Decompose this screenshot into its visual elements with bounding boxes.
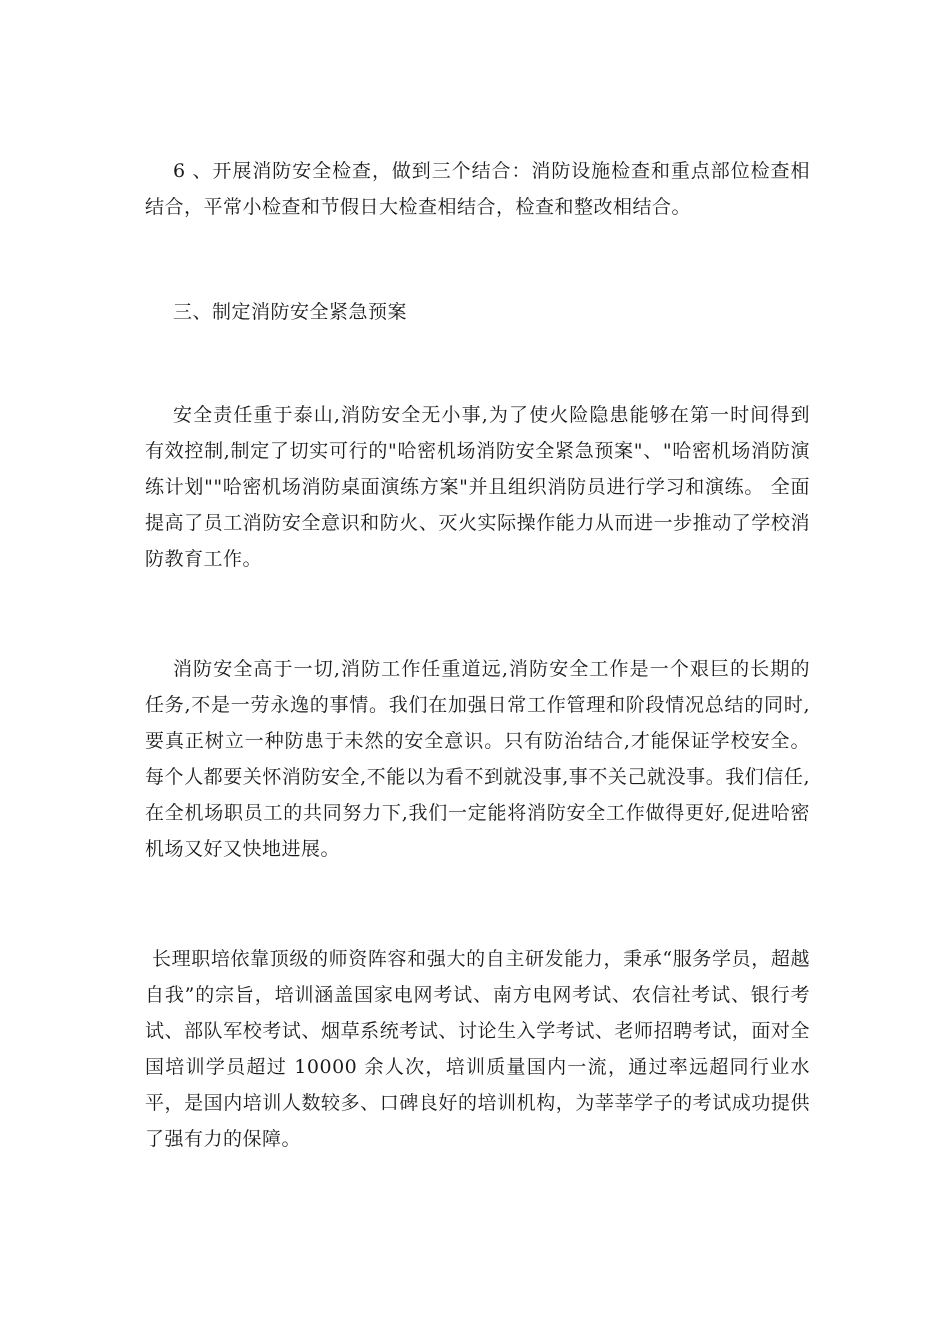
paragraph-emergency-plan: 安全责任重于泰山,消防安全无小事,为了使火险隐患能够在第一时间得到有效控制,制定了切实可行的"哈密机场消防安全紧急预案"、"哈密机场消防演练计划""哈密机场消防桌面演练方案"并且组织消防员进行学习和演练。 全面提高了员工消防安全意识和防火、灭火实际操作能力从而进一步推动了学校消防教育工作。 xyxy=(145,404,810,570)
paragraph-fire-inspection: 6 、开展消防安全检查，做到三个结合：消防设施检查和重点部位检查相结合，平常小检查和节假日大检查相结合，检查和整改相结合。 xyxy=(145,160,810,218)
paragraph-training-institution: 长理职培依靠顶级的师资阵容和强大的自主研发能力，秉承“服务学员，超越自我”的宗旨，培训涵盖国家电网考试、南方电网考试、农信社考试、银行考试、部队军校考试、烟草系统考试、讨论生入学考试、老师招聘考试，面对全国培训学员超过 10000 余人次，培训质量国内一流，通过率远超同行业水平，是国内培训人数较多、口碑良好的培训机构，为莘莘学子的考试成功提供了强有力的保障。 xyxy=(145,948,810,1150)
section-heading-emergency-plan: 三、制定消防安全紧急预案 xyxy=(173,301,408,323)
paragraph-fire-safety-summary: 消防安全高于一切,消防工作任重道远,消防安全工作是一个艰巨的长期的任务,不是一劳永逸的事情。我们在加强日常工作管理和阶段情况总结的同时,要真正树立一种防患于未然的安全意识。只有防治结合,才能保证学校安全。每个人都要关怀消防安全,不能以为看不到就没事,事不关己就没事。我们信任,在全机场职员工的共同努力下,我们一定能将消防安全工作做得更好,促进哈密机场又好又快地进展。 xyxy=(145,658,810,860)
